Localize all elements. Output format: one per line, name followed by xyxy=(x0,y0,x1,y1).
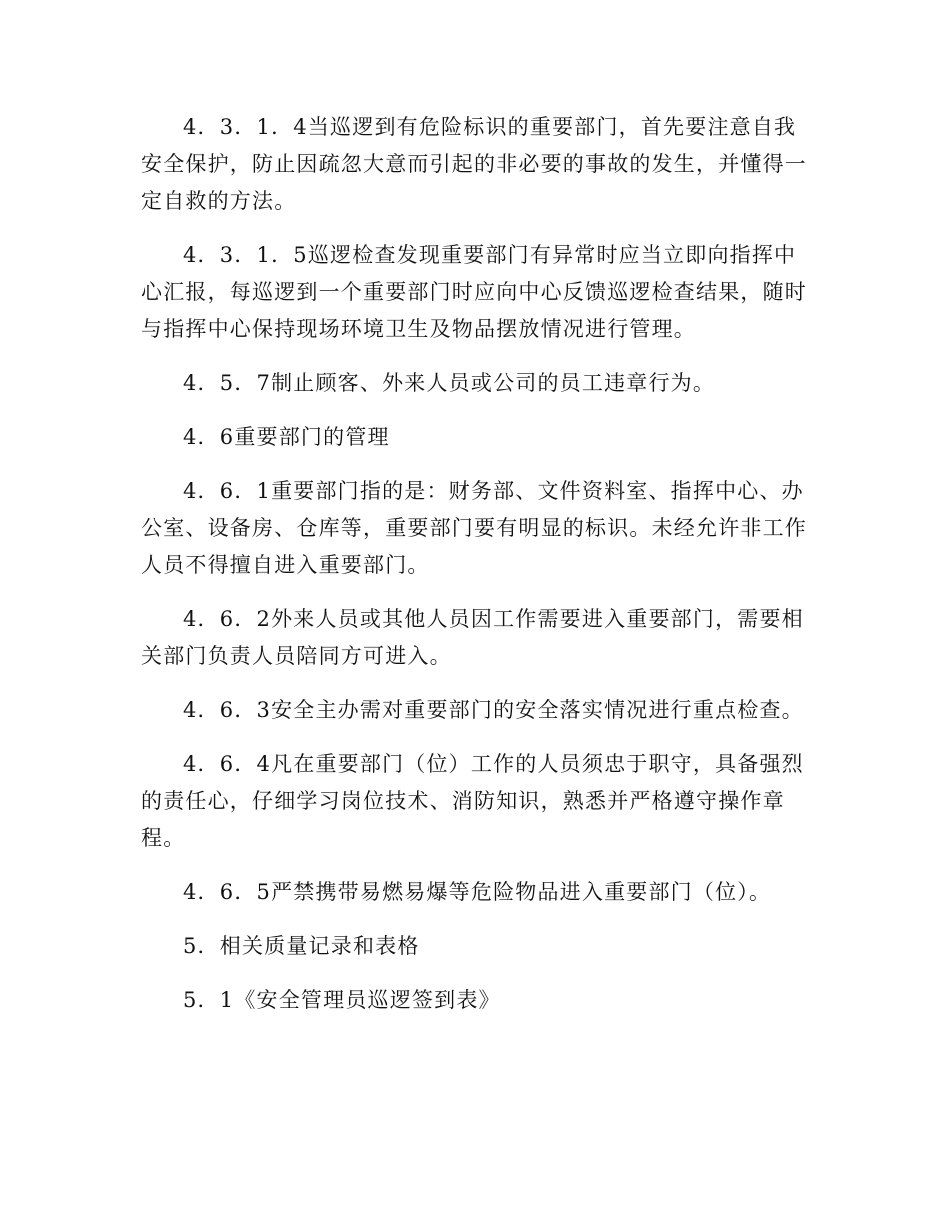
paragraph-4-3-1-4: 4．3．1．4当巡逻到有危险标识的重要部门，首先要注意自我安全保护，防止因疏忽大意而引起的非必要的事故的发生，并懂得一定自救的方法。 xyxy=(141,115,807,213)
form-reference-5-1: 5．1《安全管理员巡逻签到表》 xyxy=(183,988,501,1012)
section-heading-4-6: 4．6重要部门的管理 xyxy=(183,425,390,449)
paragraph-4-3-1-5: 4．3．1．5巡逻检查发现重要部门有异常时应当立即向指挥中心汇报，每巡逻到一个重要部门时应向中心反馈巡逻检查结果，随时与指挥中心保持现场环境卫生及物品摆放情况进行管理。 xyxy=(141,243,807,341)
paragraph-4-6-5: 4．6．5严禁携带易燃易爆等危险物品进入重要部门（位）。 xyxy=(183,880,772,904)
section-heading-5: 5．相关质量记录和表格 xyxy=(183,934,420,958)
paragraph-4-6-1: 4．6．1重要部门指的是：财务部、文件资料室、指挥中心、办公室、设备房、仓库等，重要部门要有明显的标识。未经允许非工作人员不得擅自进入重要部门。 xyxy=(141,479,807,577)
document-body xyxy=(141,109,816,1036)
paragraph-4-6-4: 4．6．4凡在重要部门（位）工作的人员须忠于职守，具备强烈的责任心，仔细学习岗位技术、消防知识，熟悉并严格遵守操作章程。 xyxy=(141,752,804,850)
paragraph-4-6-2: 4．6．2外来人员或其他人员因工作需要进入重要部门，需要相关部门负责人员陪同方可进入。 xyxy=(141,607,804,668)
paragraph-4-5-7: 4．5．7制止顾客、外来人员或公司的员工违章行为。 xyxy=(183,371,716,395)
paragraph-4-6-3: 4．6．3安全主办需对重要部门的安全落实情况进行重点检查。 xyxy=(183,698,804,722)
